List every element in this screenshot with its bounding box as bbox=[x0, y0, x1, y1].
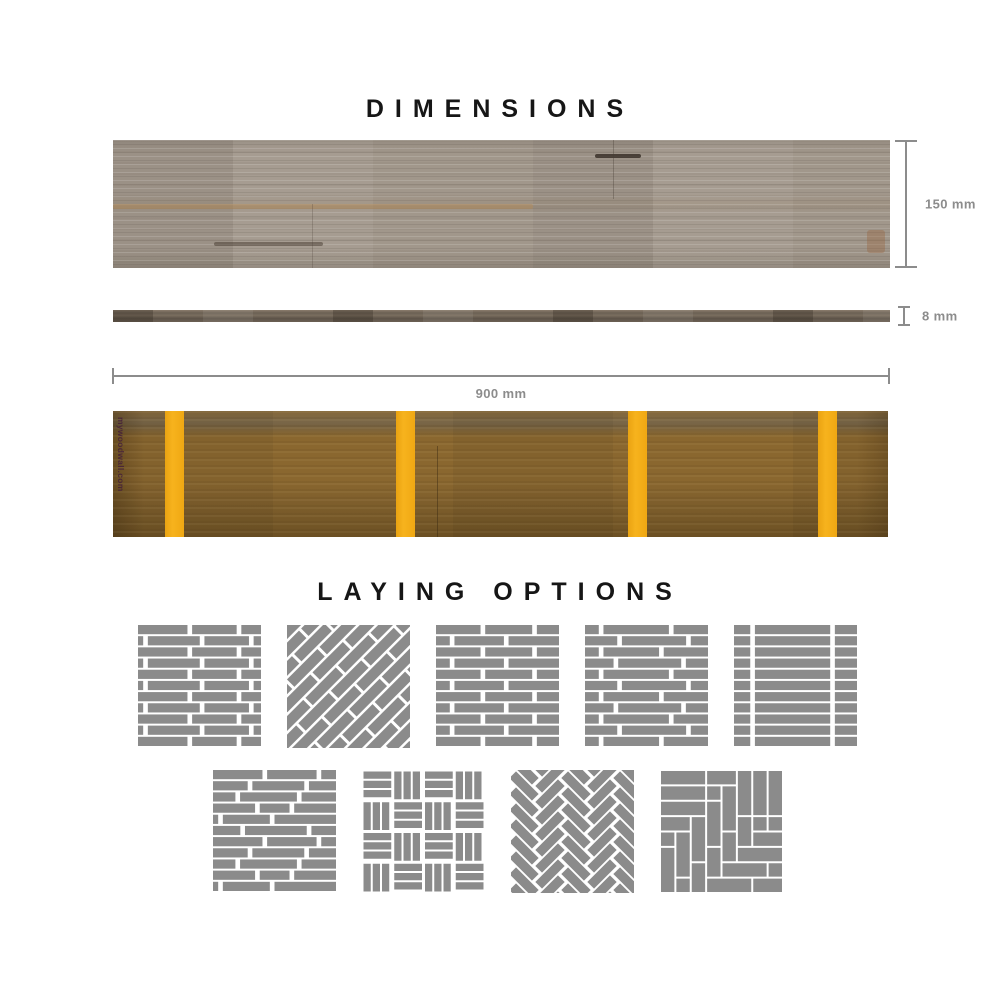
wood-grain-streak bbox=[214, 242, 323, 246]
dimension-cap bbox=[888, 368, 890, 384]
plank-back-view-image bbox=[113, 411, 888, 537]
adhesive-tape-stripe bbox=[818, 411, 837, 537]
width-dimension-label: 900 mm bbox=[475, 386, 527, 401]
adhesive-tape-stripe bbox=[396, 411, 415, 537]
board-joint-line bbox=[613, 140, 614, 199]
laying-options-title: LAYING OPTIONS bbox=[317, 578, 683, 606]
laying-pattern-tile-running-bond bbox=[138, 625, 261, 748]
thickness-dimension-label: 8 mm bbox=[922, 308, 958, 324]
laying-pattern-tile-staggered-bond bbox=[213, 770, 336, 893]
dimension-line bbox=[113, 375, 889, 377]
laying-options-row-2 bbox=[213, 770, 783, 893]
laying-pattern-tile-diagonal-bond bbox=[287, 625, 410, 748]
dimension-cap bbox=[895, 266, 917, 268]
board-joint-line bbox=[312, 204, 313, 268]
laying-pattern-tile-diagonal-stairs bbox=[660, 770, 783, 893]
adhesive-tape-stripe bbox=[165, 411, 184, 537]
width-dimension-marker bbox=[112, 368, 890, 402]
board-joint-line bbox=[437, 446, 438, 537]
height-dimension-marker bbox=[895, 140, 995, 268]
plank-top-view-image bbox=[113, 140, 890, 268]
dimension-line bbox=[903, 307, 905, 325]
dimension-cap bbox=[898, 324, 910, 326]
laying-pattern-tile-basket-weave bbox=[362, 770, 485, 893]
laying-pattern-tile-brick-bond bbox=[436, 625, 559, 748]
plank-side-view-image bbox=[113, 310, 890, 322]
laying-pattern-tile-herringbone bbox=[511, 770, 634, 893]
wood-grain-streak bbox=[113, 204, 533, 209]
adhesive-tape-stripe bbox=[628, 411, 647, 537]
laying-options-row-1 bbox=[138, 625, 857, 748]
brand-watermark-text: mywoodwall.com bbox=[116, 417, 126, 492]
laying-pattern-tile-random-bond bbox=[585, 625, 708, 748]
dimension-line bbox=[905, 141, 907, 267]
wood-grain-streak bbox=[595, 154, 642, 158]
laying-pattern-tile-stack-bond bbox=[734, 625, 857, 748]
height-dimension-label: 150 mm bbox=[925, 196, 976, 212]
dimensions-title: DIMENSIONS bbox=[365, 95, 635, 123]
thickness-dimension-marker bbox=[898, 306, 998, 326]
wood-knot bbox=[867, 230, 886, 253]
